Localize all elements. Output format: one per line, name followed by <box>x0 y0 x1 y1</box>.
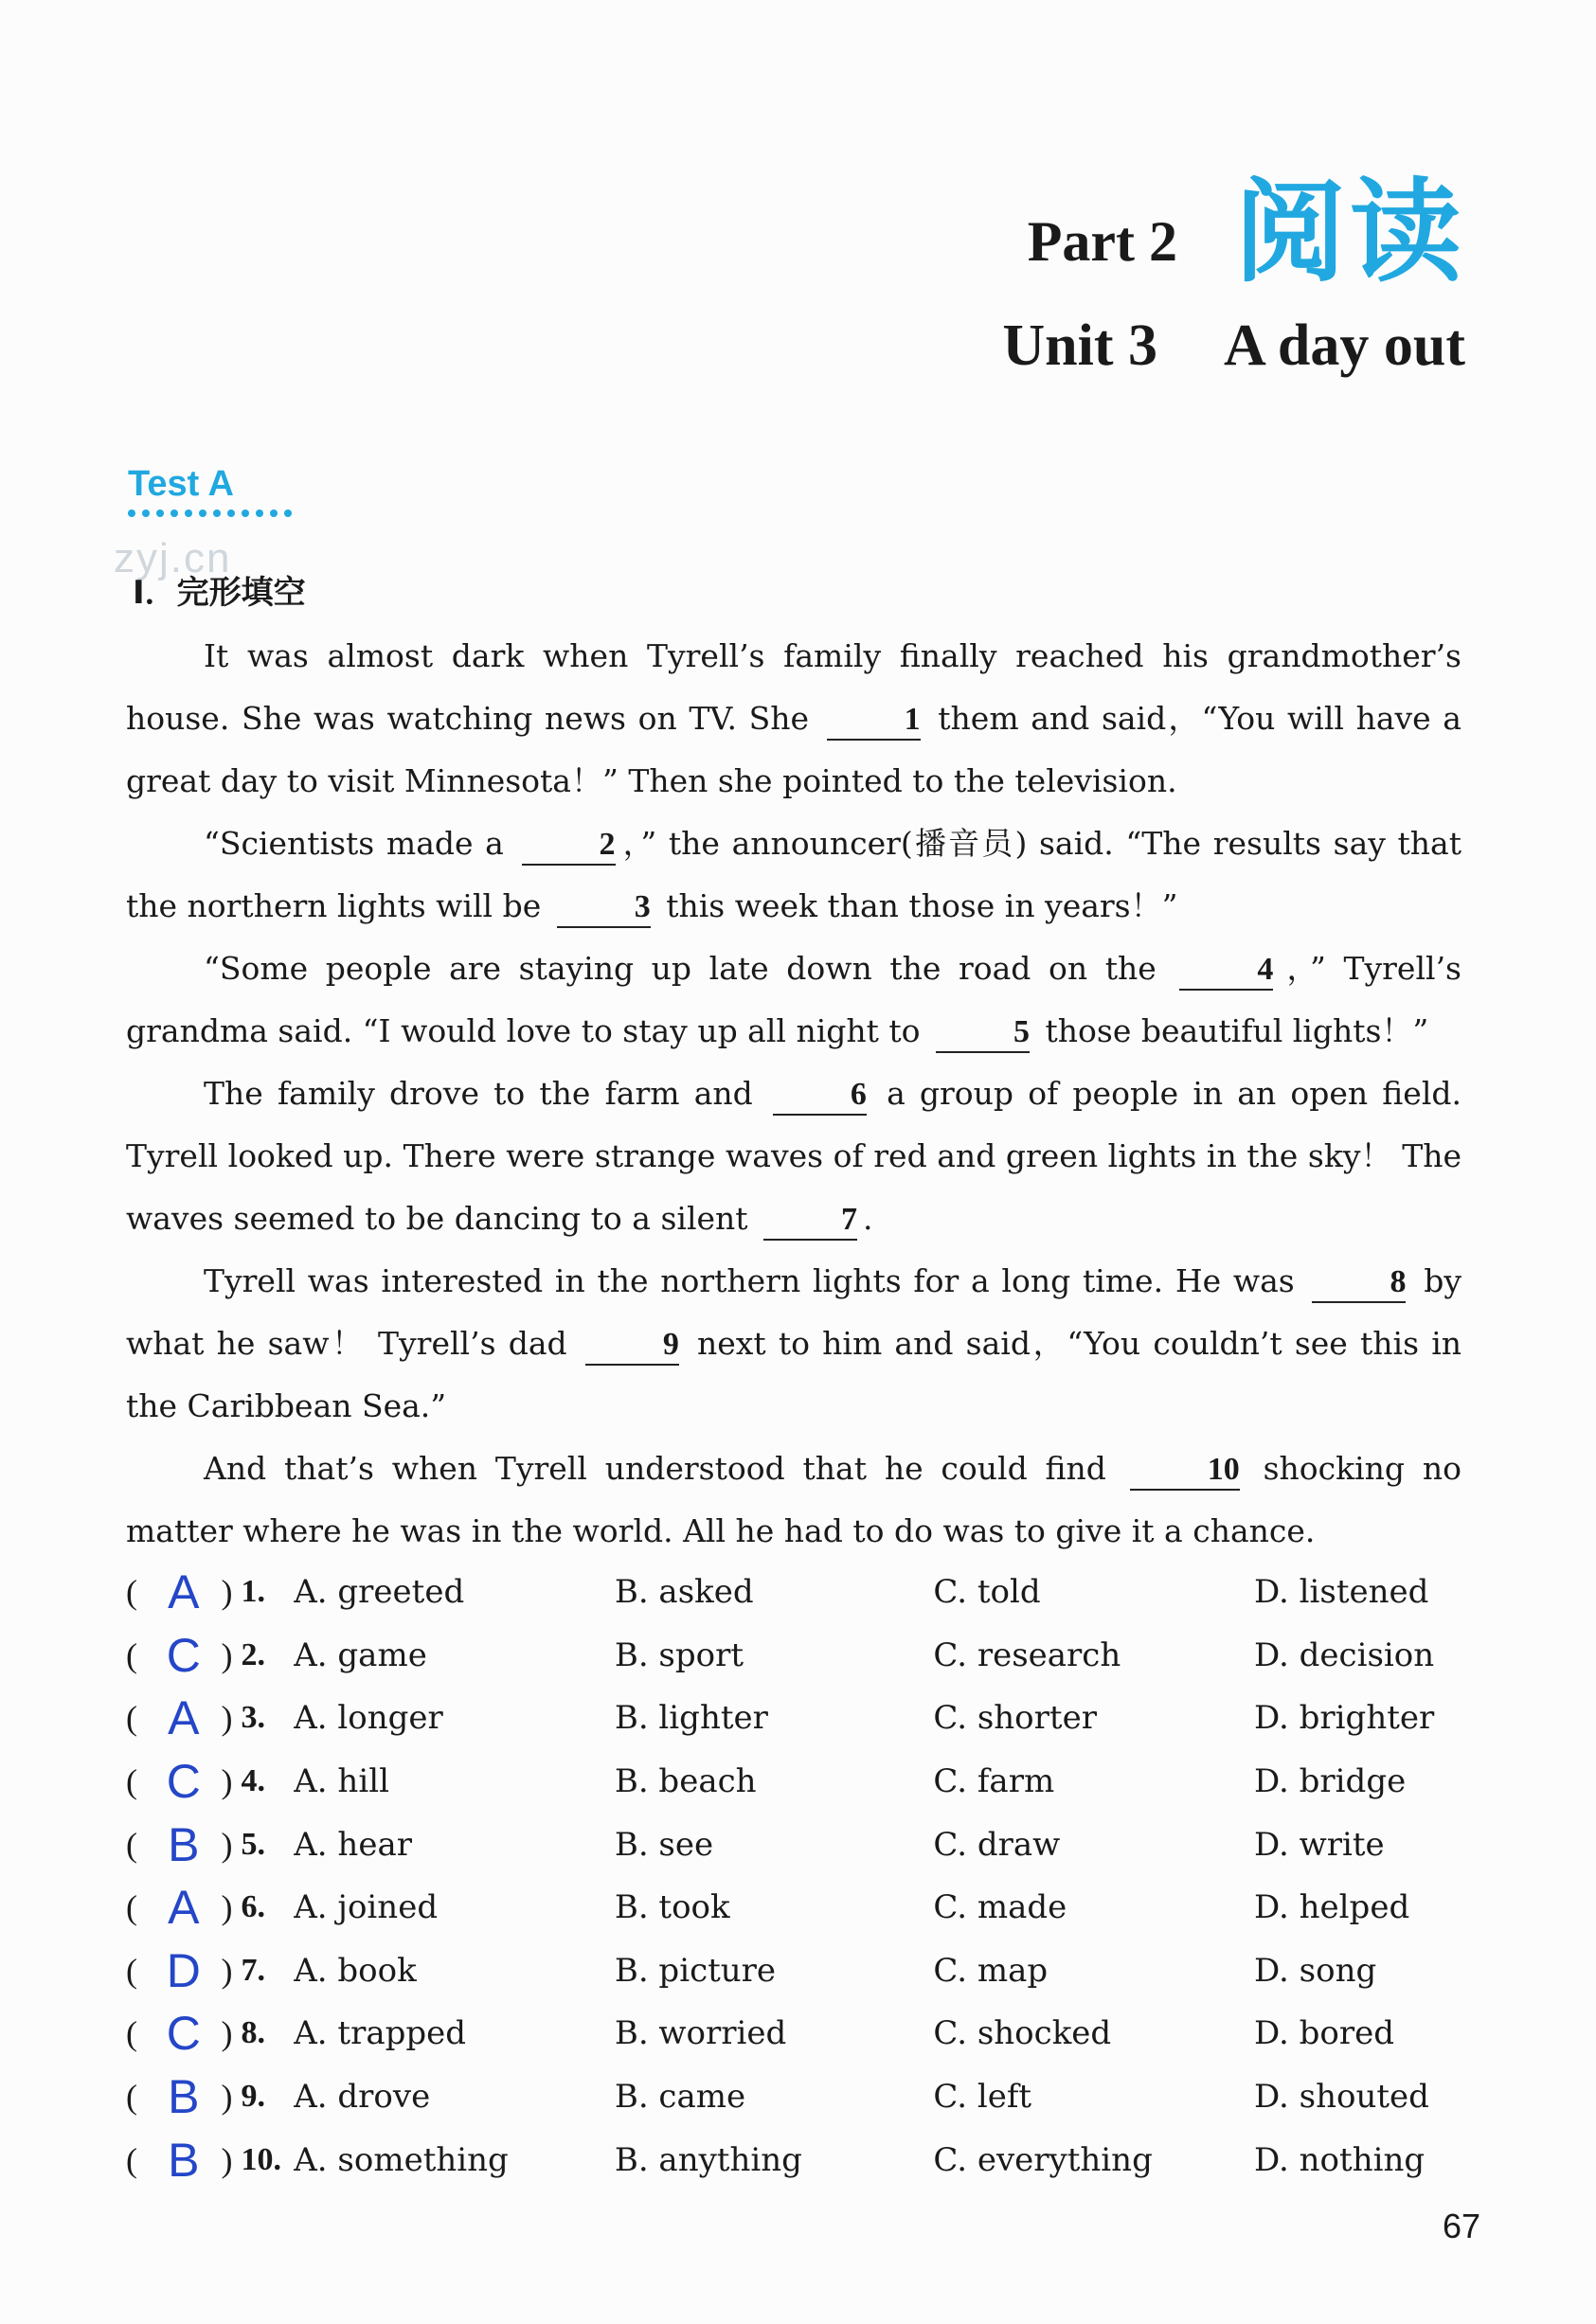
question-list <box>126 1561 1480 2191</box>
open-paren: ( <box>126 1699 137 1738</box>
option-b: B. worried <box>614 2014 787 2053</box>
passage-text: . <box>863 1200 873 1237</box>
close-paren: ) <box>221 2014 233 2053</box>
unit-line <box>1002 313 1465 380</box>
passage-text: “Scientists made a <box>204 825 516 862</box>
answer-mark: D <box>166 1943 201 1997</box>
option-d: D. song <box>1254 1951 1377 1990</box>
option-b: B. came <box>614 2078 746 2117</box>
question-row <box>126 1750 1480 1814</box>
question-number: 2. <box>241 1636 265 1672</box>
unit-number: Unit 3 <box>1002 313 1158 378</box>
watermark: zyj.cn <box>114 535 232 581</box>
option-b: B. anything <box>614 2140 802 2179</box>
passage-text: It was almost dark when Tyrell’s family finally reached his grandmother’s house. She was watching news on TV. She <box>126 637 1462 737</box>
blank-5: 5 <box>936 1013 1030 1053</box>
paragraph-3 <box>126 938 1462 1063</box>
option-a: A. something <box>294 2140 509 2179</box>
passage-text: ，” the announcer(播音员) said. “The results say that the northern lights will be <box>126 825 1462 924</box>
paragraph-6 <box>126 1438 1462 1563</box>
option-b: B. took <box>614 1888 730 1927</box>
option-c: C. made <box>933 1888 1067 1927</box>
passage-text: next to him and said，“You couldn’t see this in the Caribbean Sea.” <box>126 1325 1462 1424</box>
option-c: C. draw <box>933 1825 1061 1864</box>
option-b: B. sport <box>614 1636 744 1674</box>
part-title: 阅读 <box>1233 167 1465 297</box>
question-number: 4. <box>241 1763 265 1799</box>
unit-title: A day out <box>1224 313 1465 378</box>
question-number: 9. <box>241 2079 265 2115</box>
open-paren: ( <box>126 1573 137 1612</box>
option-c: C. shorter <box>933 1699 1097 1738</box>
answer-mark: A <box>168 1565 200 1619</box>
question-row <box>126 1813 1480 1876</box>
option-c: C. told <box>933 1573 1041 1612</box>
open-paren: ( <box>126 2014 137 2053</box>
section-title: I．完形填空 <box>133 574 306 612</box>
option-b: B. see <box>614 1825 714 1864</box>
paragraph-2 <box>126 813 1462 938</box>
option-c: C. research <box>933 1636 1121 1674</box>
answer-mark: A <box>168 1691 200 1745</box>
passage-text: shocking no matter where he was in the world. All he had to do was to give it a chance. <box>126 1450 1462 1549</box>
option-b: B. beach <box>614 1762 757 1801</box>
open-paren: ( <box>126 2140 137 2179</box>
option-b: B. lighter <box>614 1699 768 1738</box>
question-row <box>126 1940 1480 2003</box>
question-number: 5. <box>241 1826 265 1862</box>
option-d: D. listened <box>1254 1573 1429 1612</box>
blank-7: 7 <box>763 1201 857 1241</box>
option-d: D. bridge <box>1254 1762 1407 1801</box>
passage-text: a group of people in an open field. Tyrell looked up. There were strange waves of red and green lights in the sky！ The waves seemed to be dancing to a silent <box>126 1075 1462 1237</box>
passage-text: And that’s when Tyrell understood that he could find <box>204 1450 1124 1487</box>
answer-mark: C <box>166 1628 201 1682</box>
passage-text: Tyrell was interested in the northern lights for a long time. He was <box>204 1262 1307 1299</box>
option-a: A. drove <box>294 2078 431 2117</box>
question-number: 8. <box>241 2015 265 2051</box>
passage-text: ，” Tyrell’s grandma said. “I would love to stay up all night to <box>126 950 1462 1049</box>
option-d: D. bored <box>1254 2014 1395 2053</box>
page-header <box>1002 142 1465 380</box>
answer-mark: A <box>168 1881 200 1935</box>
option-d: D. write <box>1254 1825 1385 1864</box>
open-paren: ( <box>126 1951 137 1990</box>
part-label: Part 2 <box>1027 209 1177 273</box>
passage-text: those beautiful lights！” <box>1035 1012 1429 1049</box>
open-paren: ( <box>126 1636 137 1674</box>
answer-mark: C <box>166 1755 201 1809</box>
option-c: C. farm <box>933 1762 1055 1801</box>
blank-10: 10 <box>1130 1451 1240 1491</box>
option-a: A. joined <box>294 1888 439 1927</box>
option-b: B. asked <box>614 1573 754 1612</box>
close-paren: ) <box>221 1825 233 1864</box>
answer-mark: C <box>166 2007 201 2061</box>
question-number: 10. <box>241 2141 281 2177</box>
test-label-dots <box>128 509 292 517</box>
open-paren: ( <box>126 1825 137 1864</box>
close-paren: ) <box>221 1951 233 1990</box>
passage-text: by what he saw！ Tyrell’s dad <box>126 1262 1462 1362</box>
answer-mark: B <box>168 2133 200 2187</box>
part-line <box>1002 142 1465 303</box>
cloze-passage <box>126 625 1462 1563</box>
option-c: C. everything <box>933 2140 1153 2179</box>
option-d: D. helped <box>1254 1888 1410 1927</box>
question-row <box>126 1876 1480 1940</box>
passage-text: this week than those in years！” <box>655 887 1178 924</box>
blank-9: 9 <box>585 1326 679 1366</box>
passage-text: The family drove to the farm and <box>204 1075 767 1112</box>
question-number: 3. <box>241 1700 265 1736</box>
passage-text: “Some people are staying up late down the road on the <box>204 950 1175 987</box>
passage-text: them and said，“You will have a great day to visit Minnesota！” Then she pointed to the television. <box>126 700 1462 799</box>
blank-4: 4 <box>1179 951 1273 991</box>
question-row <box>126 1561 1480 1624</box>
answer-mark: B <box>168 2070 200 2124</box>
close-paren: ) <box>221 2140 233 2179</box>
close-paren: ) <box>221 1888 233 1927</box>
question-number: 6. <box>241 1889 265 1925</box>
option-d: D. decision <box>1254 1636 1435 1674</box>
paragraph-4 <box>126 1063 1462 1250</box>
option-c: C. map <box>933 1951 1049 1990</box>
blank-2: 2 <box>522 826 616 866</box>
option-d: D. brighter <box>1254 1699 1435 1738</box>
paragraph-5 <box>126 1250 1462 1438</box>
question-number: 7. <box>241 1952 265 1988</box>
question-row <box>126 1687 1480 1750</box>
question-row <box>126 2065 1480 2129</box>
open-paren: ( <box>126 1762 137 1801</box>
option-b: B. picture <box>614 1951 777 1990</box>
option-c: C. left <box>933 2078 1032 2117</box>
close-paren: ) <box>221 2078 233 2117</box>
option-c: C. shocked <box>933 2014 1112 2053</box>
question-row <box>126 2002 1480 2065</box>
open-paren: ( <box>126 2078 137 2117</box>
answer-mark: B <box>168 1817 200 1871</box>
option-d: D. shouted <box>1254 2078 1429 2117</box>
blank-3: 3 <box>557 888 651 928</box>
test-label: Test A <box>128 464 234 504</box>
option-d: D. nothing <box>1254 2140 1426 2179</box>
option-a: A. greeted <box>294 1573 465 1612</box>
question-number: 1. <box>241 1574 265 1610</box>
open-paren: ( <box>126 1888 137 1927</box>
close-paren: ) <box>221 1762 233 1801</box>
blank-8: 8 <box>1312 1263 1406 1303</box>
option-a: A. hill <box>294 1762 389 1801</box>
close-paren: ) <box>221 1699 233 1738</box>
page-number: 67 <box>1442 2207 1480 2245</box>
close-paren: ) <box>221 1573 233 1612</box>
option-a: A. hear <box>294 1825 412 1864</box>
paragraph-1 <box>126 625 1462 813</box>
question-row <box>126 1624 1480 1688</box>
blank-1: 1 <box>827 701 921 741</box>
option-a: A. game <box>294 1636 427 1674</box>
option-a: A. longer <box>294 1699 443 1738</box>
close-paren: ) <box>221 1636 233 1674</box>
question-row <box>126 2128 1480 2191</box>
option-a: A. book <box>294 1951 417 1990</box>
blank-6: 6 <box>773 1076 867 1116</box>
option-a: A. trapped <box>294 2014 467 2053</box>
